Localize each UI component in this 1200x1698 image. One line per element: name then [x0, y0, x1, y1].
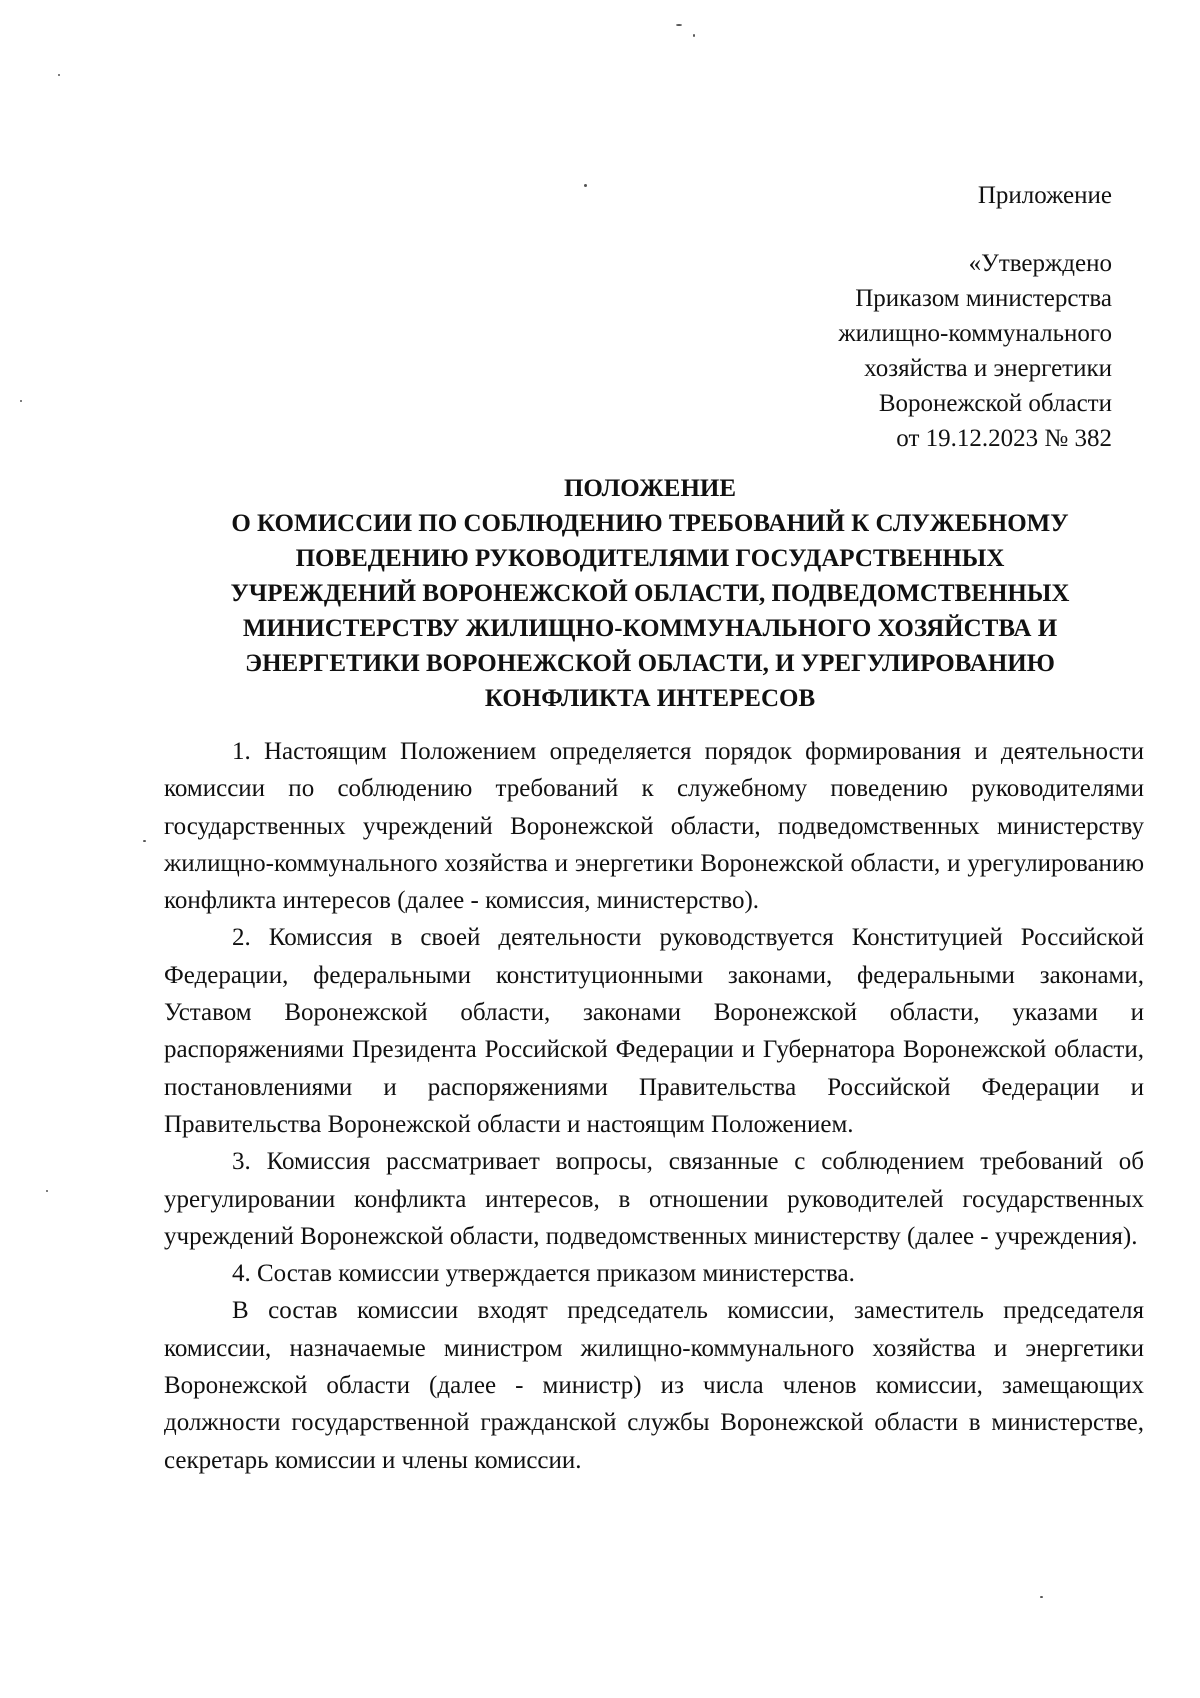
- paragraph-4: 4. Состав комиссии утверждается приказом министерства.: [232, 1260, 855, 1288]
- appendix-label: Приложение: [977, 182, 1112, 209]
- title-line: О КОМИССИИ ПО СОБЛЮДЕНИЮ ТРЕБОВАНИЙ К СЛУЖЕБНОМУ: [231, 510, 1069, 537]
- paragraph-5: В состав комиссии входят председатель комиссии, заместитель председателя комиссии, назначаемые министром жилищно-коммунального хозяйства и энергетики Воронежской области (далее - министр) из числа членов комиссии, замещающих должности государственной гражданской службы Воронежской области в министерстве, секретарь комиссии и члены комиссии.: [164, 1297, 1144, 1474]
- title-line: КОНФЛИКТА ИНТЕРЕСОВ: [484, 685, 816, 712]
- approval-line: жилищно-коммунального: [838, 320, 1112, 347]
- paragraph-1: 1. Настоящим Положением определяется порядок формирования и деятельности комиссии по соблюдению требований к служебному поведению руководителями государственных учреждений Воронежской области, подведомственных министерству жилищно-коммунального хозяйства и энергетики Воронежской области, и урегулированию конфликта интересов (далее - комиссия, министерство).: [164, 738, 1144, 915]
- paragraph-3: 3. Комиссия рассматривает вопросы, связанные с соблюдением требований об урегулировании конфликта интересов, в отношении руководителей государственных учреждений Воронежской области, подведомственных министерству (далее - учреждения).: [164, 1148, 1144, 1250]
- approval-line: Приказом министерства: [855, 285, 1112, 312]
- paragraph-2: 2. Комиссия в своей деятельности руководствуется Конституцией Российской Федерации, федеральными конституционными законами, федеральными законами, Уставом Воронежской области, законами Воронежской области, указами и распоряжениями Президента Российской Федерации и Губернатора Воронежской области, постановлениями и распоряжениями Правительства Российской Федерации и Правительства Воронежской области и настоящим Положением.: [164, 924, 1144, 1138]
- title-line: УЧРЕЖДЕНИЙ ВОРОНЕЖСКОЙ ОБЛАСТИ, ПОДВЕДОМСТВЕННЫХ: [230, 580, 1070, 607]
- title-line: ЭНЕРГЕТИКИ ВОРОНЕЖСКОЙ ОБЛАСТИ, И УРЕГУЛИРОВАНИЮ: [245, 650, 1055, 677]
- scan-speck: [693, 34, 695, 37]
- approval-line: хозяйства и энергетики: [864, 355, 1112, 382]
- title-line: ПОВЕДЕНИЮ РУКОВОДИТЕЛЯМИ ГОСУДАРСТВЕННЫХ: [295, 545, 1005, 572]
- scan-speck: [58, 74, 60, 76]
- scan-speck: [20, 400, 22, 402]
- document-title: [160, 471, 1140, 716]
- scan-speck: [143, 840, 146, 842]
- approval-line: «Утверждено: [968, 250, 1112, 277]
- scan-speck: [584, 184, 587, 187]
- approval-stamp-block: [838, 246, 1112, 456]
- title-line: ПОЛОЖЕНИЕ: [563, 475, 737, 502]
- title-line: МИНИСТЕРСТВУ ЖИЛИЩНО-КОММУНАЛЬНОГО ХОЗЯЙСТВА И: [242, 615, 1058, 642]
- scan-speck: [46, 1190, 48, 1192]
- scan-speck: [1040, 1596, 1043, 1598]
- document-body: [164, 733, 1144, 1479]
- approval-line: от 19.12.2023 № 382: [896, 425, 1112, 452]
- scan-speck: [676, 24, 682, 26]
- approval-line: Воронежской области: [878, 390, 1112, 417]
